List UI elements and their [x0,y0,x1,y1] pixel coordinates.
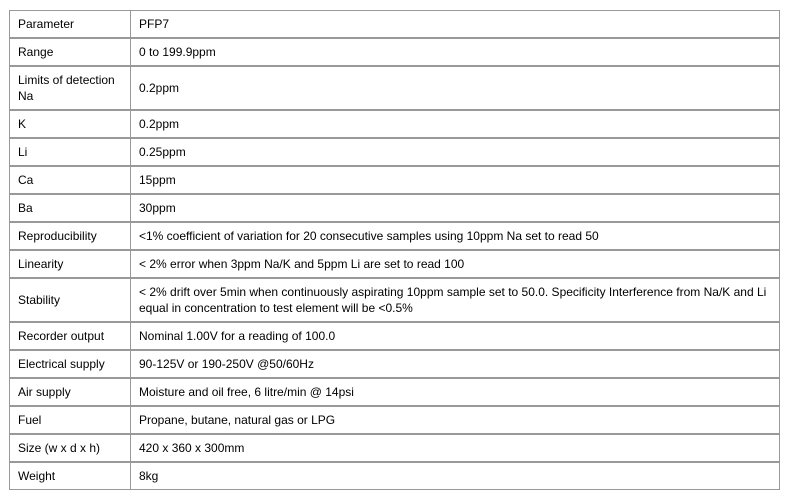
parameter-cell: Weight [10,462,131,490]
parameter-cell: Range [10,38,131,66]
value-cell: PFP7 [131,11,780,39]
table-row [10,322,780,350]
value-cell: Propane, butane, natural gas or LPG [131,406,780,434]
parameter-cell: Size (w x d x h) [10,434,131,462]
table-row [10,222,780,250]
table-row [10,110,780,138]
parameter-cell: Limits of detection Na [10,66,131,110]
value-cell: Nominal 1.00V for a reading of 100.0 [131,322,780,350]
parameter-cell: Fuel [10,406,131,434]
table-row [10,434,780,462]
value-cell: Moisture and oil free, 6 litre/min @ 14psi [131,378,780,406]
table-row [10,378,780,406]
parameter-cell: Linearity [10,250,131,278]
value-cell: < 2% error when 3ppm Na/K and 5ppm Li are set to read 100 [131,250,780,278]
value-cell: 90-125V or 190-250V @50/60Hz [131,350,780,378]
value-cell: < 2% drift over 5min when continuously aspirating 10ppm sample set to 50.0. Specificity Interference from Na/K and Li equal in concentration to test element will be <0.5% [131,278,780,322]
spec-table-body [10,11,780,490]
spec-table [9,10,780,490]
table-row [10,138,780,166]
parameter-cell: Air supply [10,378,131,406]
parameter-cell: Li [10,138,131,166]
value-cell: 420 x 360 x 300mm [131,434,780,462]
table-row [10,278,780,322]
table-row [10,250,780,278]
parameter-cell: K [10,110,131,138]
value-cell: 8kg [131,462,780,490]
value-cell: 15ppm [131,166,780,194]
value-cell: 0.25ppm [131,138,780,166]
value-cell: 0 to 199.9ppm [131,38,780,66]
parameter-cell: Electrical supply [10,350,131,378]
table-row [10,350,780,378]
table-row [10,166,780,194]
table-row [10,406,780,434]
value-cell: 0.2ppm [131,66,780,110]
parameter-cell: Ba [10,194,131,222]
table-row [10,66,780,110]
table-row [10,194,780,222]
table-row [10,462,780,490]
parameter-cell: Parameter [10,11,131,39]
value-cell: 0.2ppm [131,110,780,138]
table-row [10,11,780,39]
value-cell: <1% coefficient of variation for 20 consecutive samples using 10ppm Na set to read 50 [131,222,780,250]
parameter-cell: Recorder output [10,322,131,350]
table-row [10,38,780,66]
parameter-cell: Reproducibility [10,222,131,250]
parameter-cell: Stability [10,278,131,322]
parameter-cell: Ca [10,166,131,194]
value-cell: 30ppm [131,194,780,222]
